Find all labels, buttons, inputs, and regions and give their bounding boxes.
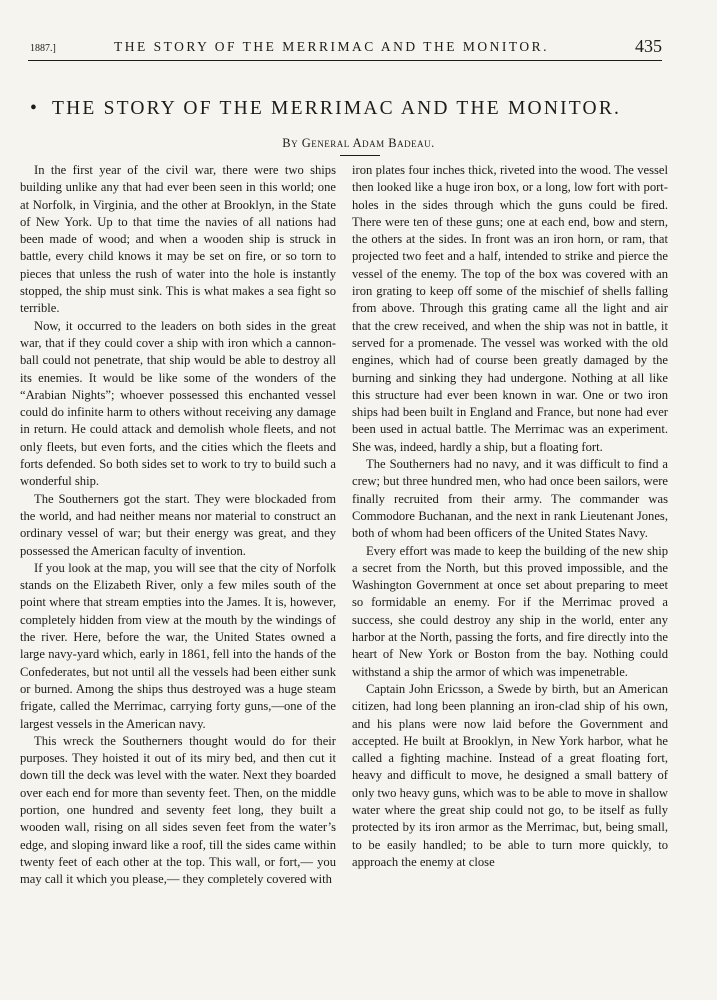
byline: By General Adam Badeau. bbox=[282, 136, 435, 150]
article-title bbox=[30, 98, 660, 120]
paragraph: Every effort was made to keep the building of the new ship a secret from the North, but this proved impossible, and the Washington Government at once set about preparing to meet so formidable an enemy. For if the Merrimac proved a success, she could destroy any ship in the world, enter any harbor at the North, passing the forts, and fire directly into the heart of New York or Boston from the bay. Nothing could withstand a ship the armor of which was impenetrable. bbox=[352, 543, 668, 679]
paragraph: Captain John Ericsson, a Swede by birth, but an American citizen, had long been planning an iron-clad ship of his own, and his plans were now laid before the Government and accepted. He built at Brooklyn, in New York harbor, what he called a fighting machine. Instead of a great floating fort, heavy and difficult to move, he designed a small battery of only two heavy guns, which was to be able to move in shallow water where the great ship could not go, to be itself as fully protected by its iron armor as the Merrimac, but, being small, to be easily handled; to be able to turn more quickly, to approach the enemy at close bbox=[352, 681, 668, 869]
paragraph: The Southerners had no navy, and it was difficult to find a crew; but three hundred men, who had once been sailors, were finally recruited from their army. The commander was Commodore Buchanan, and the next in rank Lieutenant Jones, both of whom had been officers of the United States Navy. bbox=[352, 457, 668, 541]
paragraph: The Southerners got the start. They were blockaded from the world, and had neither means nor material to construct an ordinary vessel of war; but their energy was great, and they possessed the American faculty of invention. bbox=[20, 491, 336, 558]
left-column bbox=[20, 162, 336, 888]
right-column bbox=[352, 162, 668, 871]
running-head-date: 1887.] bbox=[30, 43, 56, 54]
article-title-text: THE STORY OF THE MERRIMAC AND THE MONITOR. bbox=[52, 98, 622, 119]
paragraph: In the first year of the civil war, there were two ships building unlike any that had ever been seen in this world; one at Norfolk, in Virginia, and the other at Brooklyn, in the State of New York. Up to that time the navies of all nations had been made of wood; and when a wooden ship is struck in battle, every child knows it may be set on fire, or so torn to pieces that unless the rush of water into the hole is instantly stopped, the ship must sink. This is what makes a sea fight so terrible. bbox=[20, 163, 336, 316]
running-head bbox=[30, 36, 662, 56]
paragraph-continued: iron plates four inches thick, riveted into the wood. The vessel then looked like a huge iron box, or a long, low fort with port-holes in the sides through which the guns could be fired. There were ten of these guns; one at each end, bow and stern, the others at the sides. In front was an iron horn, or ram, that projected two feet and a half, intended to strike and pierce the vessel of the enemy. The top of the box was covered with an iron grating to keep off some of the mischief of shells falling from above. Through this grating came all the light and air that the crew received, and when the ship was not in battle, it served for a promenade. The vessel was worked with the old engines, which had of course been greatly damaged by the burning and sinking they had undergone. Nothing at all like this structure had ever been known in war. One or two iron ships had been built in England and France, but none had ever been used in actual battle. The Merrimac was an experiment. She was, indeed, hardly a ship, but a floating fort. bbox=[352, 163, 668, 454]
paragraph: This wreck the Southerners thought would do for their purposes. They hoisted it out of its miry bed, and then cut it down till the deck was level with the water. Next they boarded over each end for more than seventy feet. Then, on the middle portion, one hundred and seventy feet long, they built a wooden wall, rising on all sides seven feet from the water’s edge, and sloping inward like a roof, till the sides came within twenty feet of each other at the top. This wall, or fort,— you may call it which you please,— they completely covered with bbox=[20, 733, 336, 887]
title-bullet: • bbox=[30, 98, 40, 119]
paragraph: If you look at the map, you will see that the city of Norfolk stands on the Elizabeth River, only a few miles south of the point where that stream empties into the James. It is, however, completely hidden from view at the mouth by the windings of the river. Here, before the war, the United States owned a large navy-yard which, early in 1861, fell into the hands of the Confederates, but not until all the vessels had been either sunk or burned. Among the ships thus destroyed was a huge steam frigate, called the Merrimac, carrying forty guns,—one of the largest vessels in the American navy. bbox=[20, 560, 336, 731]
byline-rule bbox=[340, 155, 380, 156]
paragraph: Now, it occurred to the leaders on both sides in the great war, that if they could cover a ship with iron which a cannon-ball could not penetrate, that ship would be able to destroy all its enemies. It would be like some of the wonders of the “Arabian Nights”; whoever possessed this enchanted vessel could do infinite harm to others without receiving any damage in return. He could attack and demolish whole fleets, and not only fleets, but even forts, and the cities which the fleets and forts defended. So both sides set to work to try to build such a wonderful ship. bbox=[20, 318, 336, 489]
page-number: 435 bbox=[635, 36, 662, 56]
header-rule bbox=[28, 60, 662, 61]
running-head-title: THE STORY OF THE MERRIMAC AND THE MONITOR. bbox=[114, 39, 550, 54]
